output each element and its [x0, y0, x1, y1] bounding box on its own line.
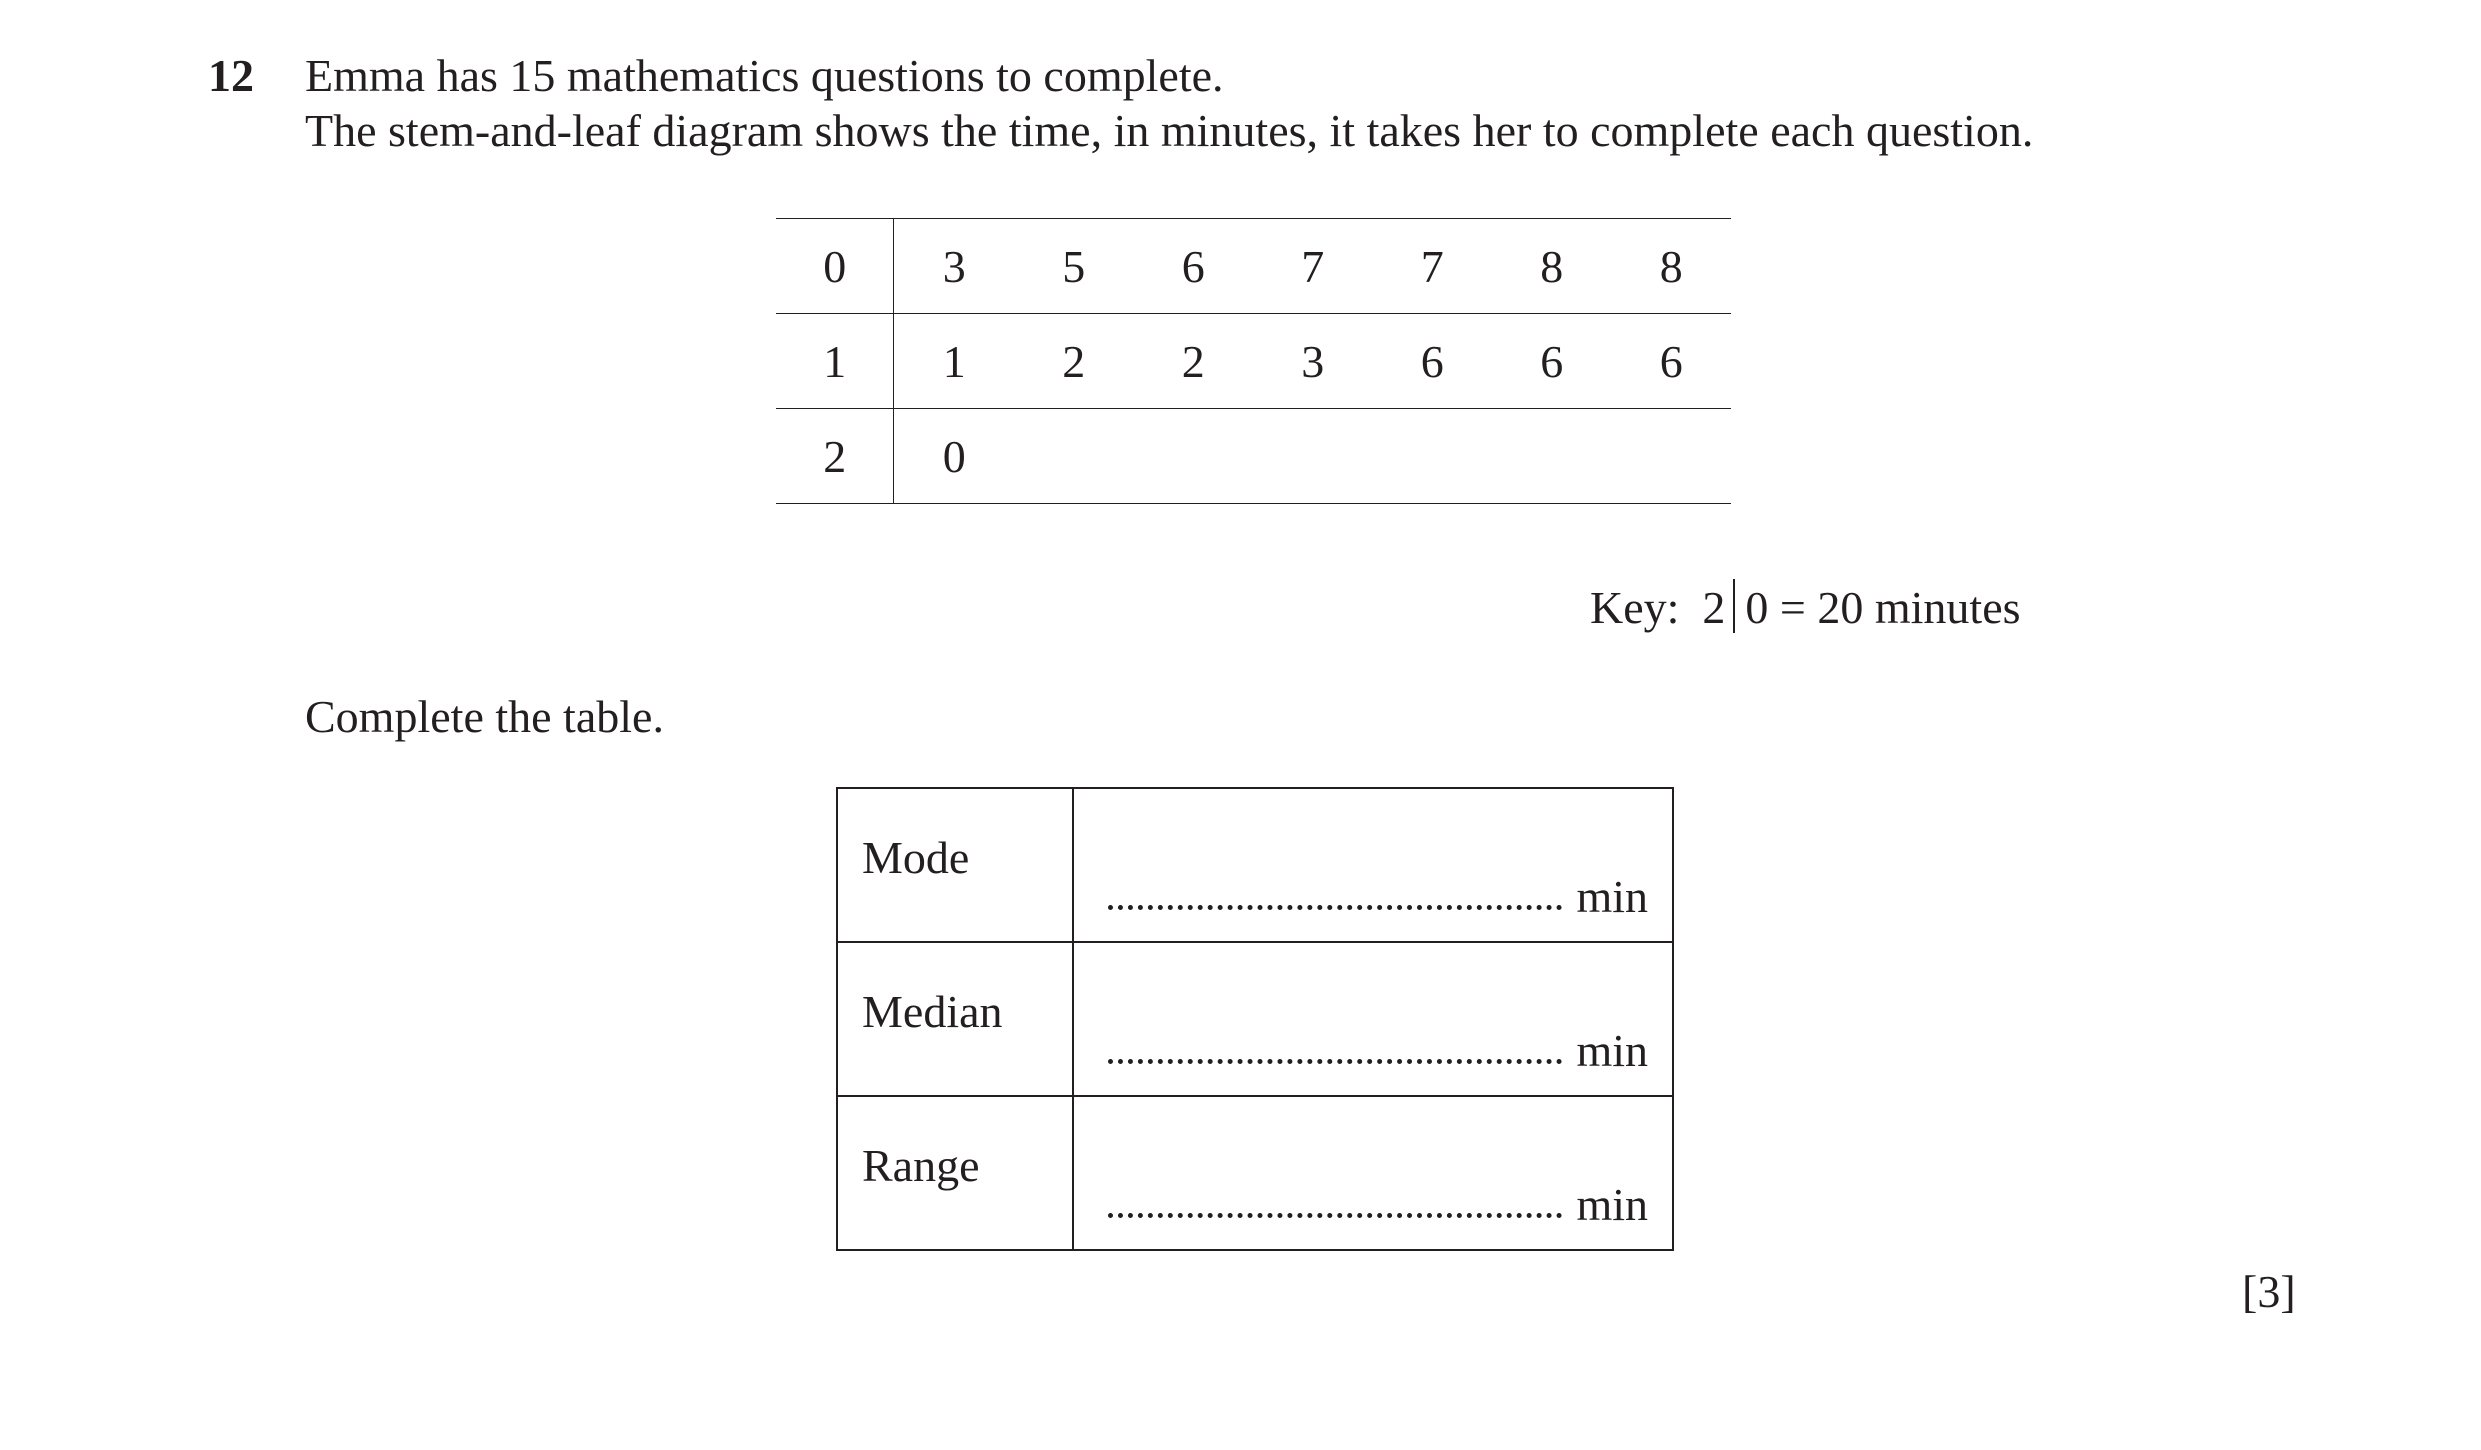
key-stem: 2 [1702, 582, 1726, 633]
answer-dotted-line[interactable] [1108, 897, 1562, 910]
marks-indicator: [3] [2242, 1266, 2296, 1317]
leaf-cell: 8 [1611, 219, 1731, 314]
key-prefix: Key: [1590, 582, 1680, 633]
leaf-cell [1492, 409, 1612, 504]
leaf-cell: 6 [1133, 219, 1253, 314]
answer-table [836, 787, 1674, 1251]
stem-cell: 2 [776, 409, 894, 504]
leaf-cell: 6 [1372, 314, 1492, 409]
answer-row-range [837, 1096, 1673, 1250]
leaf-cell [1133, 409, 1253, 504]
answer-label-cell [837, 788, 1073, 942]
answer-unit: min [1576, 1179, 1648, 1230]
answer-field[interactable] [1108, 1178, 1648, 1231]
leaf-cell: 3 [1253, 314, 1373, 409]
answer-cell[interactable] [1073, 942, 1673, 1096]
answer-dotted-line[interactable] [1108, 1205, 1562, 1218]
leaf-cell: 7 [1253, 219, 1373, 314]
leaf-cell: 7 [1372, 219, 1492, 314]
answer-label: Mode [862, 832, 970, 883]
leaf-cell: 5 [1014, 219, 1134, 314]
key-meaning: = 20 minutes [1779, 582, 2021, 633]
leaf-cell [1611, 409, 1731, 504]
answer-label-cell [837, 1096, 1073, 1250]
answer-label: Range [862, 1140, 980, 1191]
leaf-cell [1253, 409, 1373, 504]
answer-unit: min [1576, 871, 1648, 922]
question-number: 12 [208, 50, 254, 101]
answer-field[interactable] [1108, 870, 1648, 923]
stem-cell: 0 [776, 219, 894, 314]
answer-dotted-line[interactable] [1108, 1051, 1562, 1064]
answer-row-median [837, 942, 1673, 1096]
answer-label-cell [837, 942, 1073, 1096]
leaf-cell: 6 [1611, 314, 1731, 409]
leaf-cell: 0 [894, 409, 1014, 504]
stem-leaf-row [776, 314, 1731, 409]
stem-leaf-row [776, 219, 1731, 314]
instruction-text: Complete the table. [305, 691, 664, 742]
leaf-cell: 1 [894, 314, 1014, 409]
leaf-cell: 8 [1492, 219, 1612, 314]
leaf-cell: 2 [1014, 314, 1134, 409]
key-divider [1733, 579, 1735, 633]
leaf-cell [1014, 409, 1134, 504]
leaf-cell: 2 [1133, 314, 1253, 409]
answer-label: Median [862, 986, 1003, 1037]
answer-unit: min [1576, 1025, 1648, 1076]
question-text-line-1: Emma has 15 mathematics questions to complete. [305, 50, 1224, 101]
question-text-line-2: The stem-and-leaf diagram shows the time, in minutes, it takes her to complete each question. [305, 105, 2034, 156]
answer-field[interactable] [1108, 1024, 1648, 1077]
leaf-cell [1372, 409, 1492, 504]
diagram-key [1590, 578, 2021, 638]
key-leaf: 0 [1745, 582, 1769, 633]
answer-cell[interactable] [1073, 788, 1673, 942]
answer-row-mode [837, 788, 1673, 942]
leaf-cell: 3 [894, 219, 1014, 314]
answer-cell[interactable] [1073, 1096, 1673, 1250]
stem-and-leaf-diagram [776, 218, 1731, 504]
stem-cell: 1 [776, 314, 894, 409]
stem-leaf-row [776, 409, 1731, 504]
leaf-cell: 6 [1492, 314, 1612, 409]
